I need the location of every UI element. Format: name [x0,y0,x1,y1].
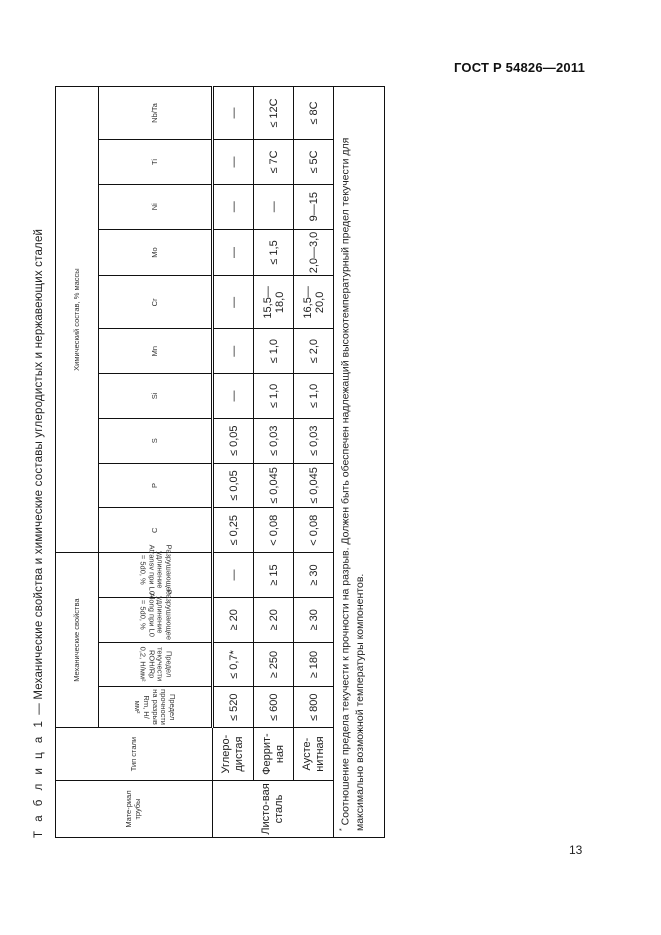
header-steel-type: Тип стали [56,728,213,781]
Mo-cell: — [213,229,254,276]
Ti-cell: ≤ 5C [294,140,334,185]
document-id: ГОСТ Р 54826—2011 [454,60,585,75]
table-row [213,87,254,838]
Si-cell: ≤ 1,0 [254,374,294,419]
C-cell: < 0,08 [254,508,294,553]
NbTa-cell: ≤ 8C [294,87,334,140]
Mo-cell: 2,0—3,0 [294,229,334,276]
header-Si: Si [99,374,213,419]
S-cell: ≤ 0,05 [213,418,254,463]
header-Ti: Ti [99,140,213,185]
along-cell: ≥ 20 [254,597,294,642]
Ni-cell: — [254,184,294,229]
atransv-cell: — [213,553,254,598]
header-Cr: Cr [99,276,213,329]
header-Ni: Ni [99,184,213,229]
Si-cell: — [213,374,254,419]
roh-cell: ≥ 180 [294,642,334,687]
rm-cell: ≤ 600 [254,687,294,728]
steel-type-cell: Углеро-дистая [213,728,254,781]
atransv-cell: ≥ 30 [294,553,334,598]
NbTa-cell: ≤ 12C [254,87,294,140]
Mn-cell: ≤ 2,0 [294,329,334,374]
P-cell: ≤ 0,05 [213,463,254,508]
Cr-cell: 15,5—18,0 [254,276,294,329]
C-cell: ≤ 0,25 [213,508,254,553]
header-Mo: Mo [99,229,213,276]
roh-cell: ≥ 250 [254,642,294,687]
header-elongation-long: Разрушающее удлинение Along при L0 = 5d0, % [99,597,213,642]
caption-prefix: Т а б л и ц а 1 [33,718,45,838]
S-cell: ≤ 0,03 [254,418,294,463]
Cr-cell: — [213,276,254,329]
steel-type-cell: Аусте-нитная [294,728,334,781]
Ti-cell: — [213,140,254,185]
Cr-cell: 16,5—20,0 [294,276,334,329]
rm-cell: ≤ 800 [294,687,334,728]
rotated-table-block [33,86,385,838]
steel-type-cell: Феррит-ная [254,728,294,781]
along-cell: ≥ 20 [213,597,254,642]
header-mechanical-group: Механические свойства [56,553,99,728]
along-cell: ≥ 30 [294,597,334,642]
Ti-cell: ≤ 7C [254,140,294,185]
header-chemical-group: Химический состав, % массы [56,87,99,553]
NbTa-cell: — [213,87,254,140]
Si-cell: ≤ 1,0 [294,374,334,419]
caption-text: — Механические свойства и химические составы углеродистых и нержавеющих сталей [33,228,45,719]
Mn-cell: ≤ 1,0 [254,329,294,374]
header-tensile-strength: Предел прочности на разрыв Rm, Н/мм² [99,687,213,728]
header-Mn: Mn [99,329,213,374]
page-number: 13 [569,843,583,857]
header-S: S [99,418,213,463]
table-caption [33,229,45,838]
Mn-cell: — [213,329,254,374]
C-cell: < 0,08 [294,508,334,553]
steel-properties-table [55,86,334,838]
header-material: Мате-риал трубы [56,781,213,838]
table-row [254,87,294,838]
footnote-mark: * [339,828,346,831]
table-footnote [334,86,385,838]
rm-cell: ≤ 520 [213,687,254,728]
header-P: P [99,463,213,508]
P-cell: ≤ 0,045 [254,463,294,508]
roh-cell: ≤ 0,7* [213,642,254,687]
P-cell: ≤ 0,045 [294,463,334,508]
Mo-cell: ≤ 1,5 [254,229,294,276]
header-NbTa: Nb/Ta [99,87,213,140]
header-elongation-transv: Разрушающее удлинение Atransv при L0 = 5d0, % [99,553,213,598]
Ni-cell: 9—15 [294,184,334,229]
header-C: C [99,508,213,553]
header-yield-strength: Предел текучести ROH/Rp 0,2, Н/мм² [99,642,213,687]
footnote-text: Соотношение предела текучести к прочности на разрыв. Должен быть обеспечен надлежащий высокотемпературный предел текучести для максимально возможной температуры компонентов. [339,137,366,831]
material-cell: Листо-вая сталь [213,781,334,838]
Ni-cell: — [213,184,254,229]
atransv-cell: ≥ 15 [254,553,294,598]
table-row [294,87,334,838]
S-cell: ≤ 0,03 [294,418,334,463]
